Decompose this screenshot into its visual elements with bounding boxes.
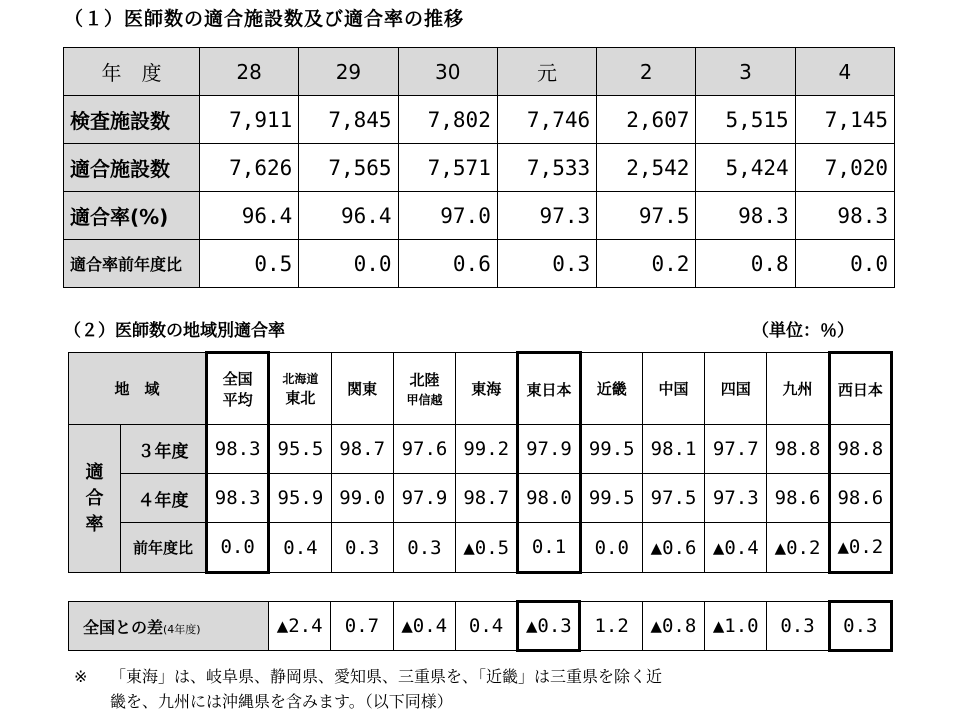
value-cell: 95.5 [269, 425, 331, 474]
region-header-cell: 東海 [456, 353, 518, 425]
value-cell: 96.4 [299, 192, 398, 240]
section2-title: （２）医師数の地域別適合率 [64, 321, 285, 341]
value-cell: 97.9 [393, 474, 455, 523]
year-cell: 元 [497, 48, 596, 96]
value-cell: 0.6 [398, 240, 497, 288]
table-row [69, 474, 892, 523]
row-label: ３年度 [121, 425, 207, 474]
value-cell: 0.8 [696, 240, 795, 288]
table-row [64, 96, 895, 144]
table-row [64, 192, 895, 240]
row-label: 検査施設数 [64, 96, 200, 144]
region-header: 地 域 [69, 353, 207, 425]
value-cell: 1.2 [580, 602, 642, 651]
value-cell: 5,515 [696, 96, 795, 144]
national-diff-table [68, 600, 893, 652]
value-cell: 7,533 [497, 144, 596, 192]
value-cell: 0.0 [795, 240, 894, 288]
value-cell: 7,571 [398, 144, 497, 192]
value-cell: 99.0 [331, 474, 393, 523]
value-cell: ▲1.0 [705, 602, 767, 651]
value-cell: 0.7 [331, 602, 393, 651]
value-cell: 0.4 [455, 602, 517, 651]
value-cell: 98.1 [642, 425, 704, 474]
value-cell: 97.0 [398, 192, 497, 240]
value-cell: 98.6 [829, 474, 891, 523]
value-cell: 7,145 [795, 96, 894, 144]
value-cell: 98.3 [696, 192, 795, 240]
unit-label: （単位：％） [752, 321, 854, 341]
value-cell: 7,626 [200, 144, 299, 192]
table-row [64, 144, 895, 192]
table-header-row [69, 353, 892, 425]
note-line: 「東海」は、岐阜県、静岡県、愛知県、三重県を、「近畿」は三重県を除く近 [110, 667, 663, 686]
value-cell: 0.0 [580, 523, 642, 573]
year-cell: 29 [299, 48, 398, 96]
value-cell: 98.7 [331, 425, 393, 474]
value-cell: 7,746 [497, 96, 596, 144]
section1-title: （１）医師数の適合施設数及び適合率の推移 [64, 8, 465, 30]
year-cell: 4 [795, 48, 894, 96]
value-cell: 0.3 [497, 240, 596, 288]
value-cell: 97.5 [642, 474, 704, 523]
region-header-cell: 九州 [767, 353, 829, 425]
value-cell: 98.3 [795, 192, 894, 240]
value-cell: 97.5 [597, 192, 696, 240]
table-row [69, 602, 892, 651]
value-cell: 0.3 [393, 523, 455, 573]
year-cell: 2 [597, 48, 696, 96]
row-label: 適合率(%) [64, 192, 200, 240]
footnote [74, 664, 662, 714]
value-cell: 97.9 [518, 425, 580, 474]
table-header-row [64, 48, 895, 96]
value-cell: ▲0.4 [393, 602, 455, 651]
value-cell: ▲0.4 [705, 523, 767, 573]
value-cell: ▲0.8 [642, 602, 704, 651]
facility-trend-table [63, 47, 895, 288]
region-header-cell: 西日本 [829, 353, 891, 425]
value-cell: 7,802 [398, 96, 497, 144]
region-header-cell: 北陸 甲信越 [393, 353, 455, 425]
value-cell: 98.6 [767, 474, 829, 523]
value-cell: 99.2 [456, 425, 518, 474]
value-cell: 0.5 [200, 240, 299, 288]
rate-label: 適 合 率 [69, 425, 121, 573]
value-cell: 2,607 [597, 96, 696, 144]
value-cell: 0.4 [269, 523, 331, 573]
value-cell: 7,020 [795, 144, 894, 192]
value-cell: 7,565 [299, 144, 398, 192]
region-header-cell: 四国 [705, 353, 767, 425]
value-cell: ▲0.6 [642, 523, 704, 573]
year-header: 年 度 [64, 48, 200, 96]
region-header-cell: 東日本 [518, 353, 580, 425]
value-cell: ▲0.5 [456, 523, 518, 573]
value-cell: 98.8 [829, 425, 891, 474]
value-cell: ▲0.2 [767, 523, 829, 573]
region-header-cell: 近畿 [580, 353, 642, 425]
value-cell: ▲2.4 [269, 602, 331, 651]
value-cell: ▲0.2 [829, 523, 891, 573]
year-cell: 28 [200, 48, 299, 96]
region-header-cell: 関東 [331, 353, 393, 425]
value-cell: 98.8 [767, 425, 829, 474]
table-row [69, 425, 892, 474]
note-line: 畿を、九州には沖縄県を含みます。（以下同様） [110, 692, 453, 711]
row-label: 適合施設数 [64, 144, 200, 192]
value-cell: 97.6 [393, 425, 455, 474]
value-cell: 98.0 [518, 474, 580, 523]
value-cell: 0.0 [299, 240, 398, 288]
value-cell: 2,542 [597, 144, 696, 192]
value-cell: 7,845 [299, 96, 398, 144]
value-cell: 96.4 [200, 192, 299, 240]
value-cell: 99.5 [580, 425, 642, 474]
region-header-cell: 中国 [642, 353, 704, 425]
value-cell: 97.7 [705, 425, 767, 474]
value-cell: 97.3 [497, 192, 596, 240]
row-label: ４年度 [121, 474, 207, 523]
value-cell: 0.3 [767, 602, 829, 651]
year-cell: 3 [696, 48, 795, 96]
value-cell: 98.3 [207, 425, 269, 474]
value-cell: 0.0 [207, 523, 269, 573]
table-row [64, 240, 895, 288]
row-label: 前年度比 [121, 523, 207, 573]
row-label: 適合率前年度比 [64, 240, 200, 288]
value-cell: 97.3 [705, 474, 767, 523]
year-cell: 30 [398, 48, 497, 96]
region-header-cell: 北海道 東北 [269, 353, 331, 425]
value-cell: 0.3 [331, 523, 393, 573]
value-cell: 0.1 [518, 523, 580, 573]
table-row [69, 523, 892, 573]
value-cell: 0.3 [829, 602, 891, 651]
value-cell: 5,424 [696, 144, 795, 192]
value-cell: 7,911 [200, 96, 299, 144]
regional-rate-table [68, 351, 893, 574]
value-cell: 98.7 [456, 474, 518, 523]
region-header-cell: 全国 平均 [207, 353, 269, 425]
note-mark: ※ [74, 667, 88, 686]
value-cell: 95.9 [269, 474, 331, 523]
value-cell: 0.2 [597, 240, 696, 288]
value-cell: ▲0.3 [518, 602, 580, 651]
value-cell: 98.3 [207, 474, 269, 523]
value-cell: 99.5 [580, 474, 642, 523]
diff-label: 全国との差(4年度) [69, 602, 269, 651]
